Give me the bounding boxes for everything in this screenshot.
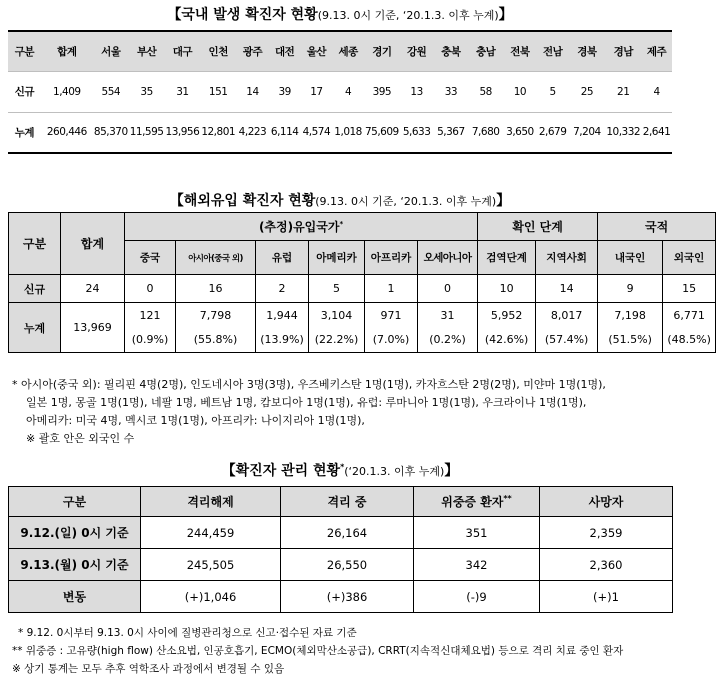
domestic-cell: 10,332	[605, 112, 641, 153]
domestic-cell: 2,641	[641, 112, 672, 153]
overseas-cell: 3,104	[309, 303, 365, 328]
management-cell: 26,164	[281, 517, 414, 549]
overseas-row-label: 신규	[9, 275, 61, 303]
domestic-header-cell: 강원	[400, 31, 434, 71]
overseas-cell: 7,798	[176, 303, 256, 328]
management-header-row	[9, 487, 673, 517]
management-row-label: 변동	[9, 581, 141, 613]
overseas-pct-cell: (0.2%)	[418, 328, 478, 353]
management-h-deaths: 사망자	[540, 487, 673, 517]
overseas-note-line: 일본 1명, 몽골 1명(1명), 네팔 1명, 베트남 1명, 캄보디아 1명(1명), 유럽: 루마니아 1명(1명), 우크라이나 1명(1명),	[26, 396, 587, 409]
overseas-cell: 0	[125, 275, 176, 303]
overseas-subheader-cell: 검역단계	[478, 241, 536, 275]
overseas-pct-cell: (0.9%)	[125, 328, 176, 353]
domestic-cell: 4,574	[301, 112, 333, 153]
domestic-title-text: 【국내 발생 확진자 현황	[167, 7, 318, 23]
domestic-row-cum	[8, 112, 672, 153]
domestic-cell: 75,609	[364, 112, 400, 153]
overseas-cell: 24	[61, 275, 125, 303]
overseas-subheader-cell: 외국인	[663, 241, 716, 275]
domestic-row-label: 누계	[8, 112, 41, 153]
management-title-close: 】	[444, 463, 459, 479]
overseas-h-gubun: 구분	[9, 213, 61, 275]
domestic-row-label: 신규	[8, 71, 41, 112]
management-row	[9, 581, 673, 613]
overseas-subheader-cell: 유럽	[256, 241, 309, 275]
overseas-cell: 2	[256, 275, 309, 303]
overseas-h-stage: 확인 단계	[478, 213, 598, 241]
domestic-cell: 554	[93, 71, 129, 112]
management-cell: (+)386	[281, 581, 414, 613]
domestic-header-cell: 울산	[301, 31, 333, 71]
domestic-cell: 14	[236, 71, 269, 112]
domestic-cell: 13,956	[165, 112, 201, 153]
domestic-cell: 3,650	[503, 112, 537, 153]
overseas-cell: 14	[536, 275, 598, 303]
domestic-table	[8, 30, 672, 154]
overseas-pct-cell: (48.5%)	[663, 328, 716, 353]
domestic-header-cell: 구분	[8, 31, 41, 71]
management-h-severe	[414, 487, 540, 517]
management-cell: 245,505	[141, 549, 281, 581]
management-h-gubun: 구분	[9, 487, 141, 517]
domestic-cell: 10	[503, 71, 537, 112]
overseas-h-country-text: (추정)유입국가	[258, 220, 340, 234]
overseas-pct-cell: (57.4%)	[536, 328, 598, 353]
domestic-cell: 35	[129, 71, 165, 112]
overseas-cell: 10	[478, 275, 536, 303]
domestic-cell: 7,204	[569, 112, 606, 153]
domestic-cell: 58	[468, 71, 503, 112]
domestic-header-cell: 인천	[200, 31, 236, 71]
overseas-cell: 9	[598, 275, 663, 303]
domestic-cell: 11,595	[129, 112, 165, 153]
domestic-header-cell: 대구	[165, 31, 201, 71]
overseas-title-close: 】	[496, 193, 511, 209]
domestic-header-cell: 제주	[641, 31, 672, 71]
domestic-cell: 6,114	[269, 112, 301, 153]
overseas-row-label: 누계	[9, 303, 61, 353]
management-title-mark: *	[340, 462, 345, 472]
domestic-header-cell: 충북	[433, 31, 468, 71]
footnote-line: * 9.12. 0시부터 9.13. 0시 사이에 질병관리청으로 신고·접수된 자료 기준	[18, 627, 357, 639]
overseas-cell: 8,017	[536, 303, 598, 328]
overseas-cell: 1	[365, 275, 418, 303]
domestic-cell: 21	[605, 71, 641, 112]
overseas-title-subtitle: (9.13. 0시 기준, ‘20.1.3. 이후 누계)	[315, 195, 497, 208]
footnotes	[12, 624, 623, 678]
domestic-cell: 85,370	[93, 112, 129, 153]
domestic-cell: 4	[641, 71, 672, 112]
overseas-subheader-cell: 내국인	[598, 241, 663, 275]
footnote-line: ** 위중증 : 고유량(high flow) 산소요법, 인공호흡기, ECMO(체외막산소공급), CRRT(지속적신대체요법) 등으로 격리 치료 중인 환자	[12, 645, 624, 657]
domestic-cell: 33	[433, 71, 468, 112]
overseas-note-line: 아메리카: 미국 4명, 멕시코 1명(1명), 아프리카: 나이지리아 1명(1명),	[26, 414, 365, 427]
domestic-cell: 1,409	[41, 71, 93, 112]
domestic-cell: 4	[332, 71, 364, 112]
overseas-cell: 0	[418, 275, 478, 303]
domestic-cell: 4,223	[236, 112, 269, 153]
overseas-title	[0, 190, 680, 210]
domestic-header-cell: 대전	[269, 31, 301, 71]
management-row-label: 9.12.(일) 0시 기준	[9, 517, 141, 549]
overseas-subheader-cell: 오세아니아	[418, 241, 478, 275]
management-cell: (-)9	[414, 581, 540, 613]
management-row-label: 9.13.(월) 0시 기준	[9, 549, 141, 581]
overseas-pct-cell: (55.8%)	[176, 328, 256, 353]
domestic-cell: 5,367	[433, 112, 468, 153]
domestic-header-cell: 전남	[537, 31, 569, 71]
management-h-severe-mark: **	[503, 494, 512, 503]
domestic-header-cell: 경기	[364, 31, 400, 71]
management-cell: 244,459	[141, 517, 281, 549]
overseas-row-new	[9, 275, 716, 303]
overseas-cell: 5,952	[478, 303, 536, 328]
domestic-header-cell: 경북	[569, 31, 606, 71]
overseas-subheader-cell: 아프리카	[365, 241, 418, 275]
overseas-cell: 6,771	[663, 303, 716, 328]
domestic-header-row	[8, 31, 672, 71]
management-h-released: 격리해제	[141, 487, 281, 517]
overseas-cell: 5	[309, 275, 365, 303]
domestic-header-cell: 광주	[236, 31, 269, 71]
overseas-pct-cell: (13.9%)	[256, 328, 309, 353]
overseas-pct-cell: (51.5%)	[598, 328, 663, 353]
management-cell: (+)1	[540, 581, 673, 613]
overseas-note-line: * 아시아(중국 외): 필리핀 4명(2명), 인도네시아 3명(3명), 우즈베키스탄 1명(1명), 카자흐스탄 2명(2명), 미얀마 1명(1명),	[12, 378, 606, 391]
overseas-cell: 1,944	[256, 303, 309, 328]
management-title-text: 【확진자 관리 현황	[221, 463, 341, 479]
domestic-header-cell: 충남	[468, 31, 503, 71]
domestic-cell: 7,680	[468, 112, 503, 153]
domestic-header-cell: 합계	[41, 31, 93, 71]
domestic-title	[0, 4, 680, 24]
overseas-subheader-cell: 아메리카	[309, 241, 365, 275]
domestic-cell: 5,633	[400, 112, 434, 153]
domestic-cell: 31	[165, 71, 201, 112]
overseas-subheader-cell: 중국	[125, 241, 176, 275]
management-row	[9, 517, 673, 549]
domestic-cell: 5	[537, 71, 569, 112]
domestic-cell: 25	[569, 71, 606, 112]
management-row	[9, 549, 673, 581]
overseas-h-total: 합계	[61, 213, 125, 275]
overseas-cell: 31	[418, 303, 478, 328]
domestic-header-cell: 부산	[129, 31, 165, 71]
management-title	[0, 460, 680, 480]
domestic-cell: 39	[269, 71, 301, 112]
overseas-cell: 13,969	[61, 303, 125, 353]
overseas-notes	[12, 376, 606, 448]
domestic-cell: 13	[400, 71, 434, 112]
domestic-row-new	[8, 71, 672, 112]
overseas-h-country	[125, 213, 478, 241]
domestic-cell: 12,801	[200, 112, 236, 153]
management-cell: (+)1,046	[141, 581, 281, 613]
management-table	[8, 486, 673, 613]
overseas-row-cum	[9, 303, 716, 328]
domestic-cell: 395	[364, 71, 400, 112]
overseas-subheader-cell: 아시아(중국 외)	[176, 241, 256, 275]
management-title-subtitle: (‘20.1.3. 이후 누계)	[344, 465, 445, 478]
footnote-line: ※ 상기 통계는 모두 추후 역학조사 과정에서 변경될 수 있음	[12, 663, 285, 675]
overseas-pct-cell: (42.6%)	[478, 328, 536, 353]
overseas-subheader-cell: 지역사회	[536, 241, 598, 275]
management-cell: 2,359	[540, 517, 673, 549]
domestic-header-cell: 전북	[503, 31, 537, 71]
domestic-header-cell: 경남	[605, 31, 641, 71]
management-h-severe-text: 위중증 환자	[441, 495, 504, 509]
overseas-pct-cell: (7.0%)	[365, 328, 418, 353]
overseas-cell: 121	[125, 303, 176, 328]
domestic-cell: 2,679	[537, 112, 569, 153]
overseas-h-nation: 국적	[598, 213, 716, 241]
overseas-title-text: 【해외유입 확진자 현황	[169, 193, 316, 209]
management-cell: 2,360	[540, 549, 673, 581]
overseas-note-line: ※ 괄호 안은 외국인 수	[26, 432, 135, 445]
domestic-cell: 1,018	[332, 112, 364, 153]
overseas-table	[8, 212, 716, 353]
overseas-cell: 7,198	[598, 303, 663, 328]
management-cell: 351	[414, 517, 540, 549]
domestic-cell: 260,446	[41, 112, 93, 153]
overseas-header-row-1	[9, 213, 716, 241]
management-h-isolated: 격리 중	[281, 487, 414, 517]
domestic-header-cell: 세종	[332, 31, 364, 71]
domestic-title-subtitle: (9.13. 0시 기준, ‘20.1.3. 이후 누계)	[317, 9, 499, 22]
domestic-cell: 17	[301, 71, 333, 112]
domestic-cell: 151	[200, 71, 236, 112]
overseas-cell: 15	[663, 275, 716, 303]
domestic-title-close: 】	[498, 7, 513, 23]
overseas-h-country-mark: *	[339, 220, 344, 228]
management-cell: 26,550	[281, 549, 414, 581]
domestic-header-cell: 서울	[93, 31, 129, 71]
overseas-pct-cell: (22.2%)	[309, 328, 365, 353]
management-cell: 342	[414, 549, 540, 581]
overseas-cell: 16	[176, 275, 256, 303]
overseas-cell: 971	[365, 303, 418, 328]
